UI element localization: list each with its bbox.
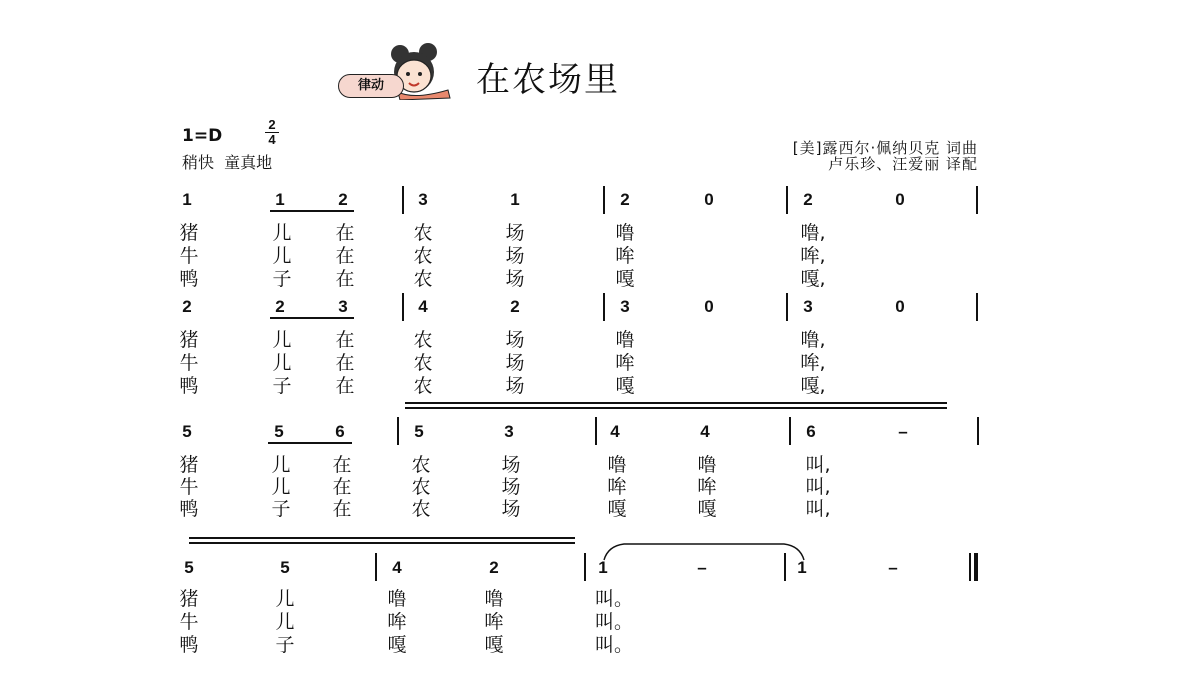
barline [375, 553, 377, 581]
tie-arc [598, 540, 810, 562]
barline [584, 553, 586, 581]
lyric: 噜 [607, 454, 627, 476]
note: 4 [700, 422, 710, 441]
lyric: 农 [413, 245, 433, 267]
lyric: 农 [411, 454, 431, 476]
lyric: 哞 [387, 611, 407, 633]
lyric: 农 [413, 268, 433, 290]
note: 2 [182, 297, 192, 316]
note: 2 [275, 297, 285, 316]
lyric: 子 [275, 634, 295, 656]
note: 1 [275, 190, 285, 209]
lyric: 哞 [615, 245, 635, 267]
lyric: 哞 [615, 352, 635, 374]
barline [786, 293, 788, 321]
note: 1 [797, 558, 807, 577]
lyric: 鸭 [179, 375, 199, 397]
barline [402, 293, 404, 321]
lyric: 儿 [271, 454, 291, 476]
lyric: 场 [505, 329, 525, 351]
lyric: 场 [505, 222, 525, 244]
lyric: 叫。 [594, 634, 633, 656]
lyric: 儿 [271, 476, 291, 498]
note: 4 [610, 422, 620, 441]
lyric: 叫。 [594, 588, 633, 610]
tempo-marking: 稍快 童真地 [182, 153, 273, 172]
barline [976, 186, 978, 214]
lyric: 在 [335, 375, 355, 397]
note: 5 [280, 558, 290, 577]
lyric: 嘎 [607, 498, 627, 520]
note: 2 [620, 190, 630, 209]
note: 1 [510, 190, 520, 209]
lyric: 子 [272, 268, 292, 290]
song-title: 在农场里 [476, 60, 620, 100]
note: 5 [414, 422, 424, 441]
divider-line [405, 402, 947, 404]
final-barline-thin [969, 553, 971, 581]
divider-line [189, 537, 575, 539]
lyric: 叫, [805, 454, 831, 476]
lyric: 噜 [697, 454, 717, 476]
note: 2 [510, 297, 520, 316]
note: 5 [274, 422, 284, 441]
rhythm-badge: 律动 [338, 74, 404, 98]
lyric: 在 [335, 352, 355, 374]
lyric: 哞 [697, 476, 717, 498]
note: 0 [704, 297, 714, 316]
lyric: 儿 [275, 611, 295, 633]
time-numerator: 2 [268, 117, 276, 132]
note: 0 [895, 297, 905, 316]
lyric: 场 [501, 454, 521, 476]
note: 1 [598, 558, 608, 577]
barline [595, 417, 597, 445]
note: 0 [895, 190, 905, 209]
barline [402, 186, 404, 214]
lyric: 儿 [272, 245, 292, 267]
lyric: 在 [332, 476, 352, 498]
note: 6 [335, 422, 345, 441]
note: 5 [182, 422, 192, 441]
note: 1 [182, 190, 192, 209]
lyric: 场 [505, 352, 525, 374]
lyric: 噜 [615, 222, 635, 244]
note: – [888, 558, 898, 577]
lyric: 牛 [179, 476, 199, 498]
lyric: 牛 [179, 611, 199, 633]
barline [603, 293, 605, 321]
lyric: 牛 [179, 245, 199, 267]
note: 3 [418, 190, 428, 209]
lyric: 鸭 [179, 268, 199, 290]
lyric: 场 [505, 245, 525, 267]
lyric: 场 [501, 476, 521, 498]
lyric: 哞, [800, 352, 826, 374]
eighth-underline [270, 317, 354, 319]
lyric: 子 [271, 498, 291, 520]
lyric: 哞 [484, 611, 504, 633]
lyric: 农 [411, 476, 431, 498]
lyric: 农 [413, 222, 433, 244]
lyric: 猪 [179, 329, 199, 351]
lyric: 子 [272, 375, 292, 397]
lyric: 嘎 [697, 498, 717, 520]
lyric: 在 [335, 245, 355, 267]
barline [786, 186, 788, 214]
lyric: 场 [501, 498, 521, 520]
barline [977, 417, 979, 445]
lyric: 在 [332, 498, 352, 520]
credit-translator: 卢乐珍、汪爱丽 译配 [828, 155, 978, 173]
lyric: 农 [411, 498, 431, 520]
note: 3 [620, 297, 630, 316]
lyric: 嘎 [615, 375, 635, 397]
lyric: 噜 [387, 588, 407, 610]
lyric: 场 [505, 268, 525, 290]
note: 4 [418, 297, 428, 316]
lyric: 叫。 [594, 611, 633, 633]
note: 2 [803, 190, 813, 209]
lyric: 儿 [275, 588, 295, 610]
barline [603, 186, 605, 214]
lyric: 猪 [179, 588, 199, 610]
lyric: 噜 [484, 588, 504, 610]
lyric: 嘎 [615, 268, 635, 290]
lyric: 鸭 [179, 498, 199, 520]
lyric: 噜 [615, 329, 635, 351]
lyric: 农 [413, 375, 433, 397]
note: 3 [338, 297, 348, 316]
note: 2 [489, 558, 499, 577]
lyric: 农 [413, 329, 433, 351]
lyric: 嘎, [800, 375, 826, 397]
eighth-underline [268, 442, 352, 444]
note: 3 [504, 422, 514, 441]
lyric: 场 [505, 375, 525, 397]
lyric: 嘎 [484, 634, 504, 656]
divider-line [189, 542, 575, 544]
lyric: 哞, [800, 245, 826, 267]
eighth-underline [270, 210, 354, 212]
lyric: 在 [335, 268, 355, 290]
lyric: 哞 [607, 476, 627, 498]
time-denominator: 4 [268, 132, 276, 147]
note: 0 [704, 190, 714, 209]
note: 4 [392, 558, 402, 577]
lyric: 噜, [800, 329, 826, 351]
lyric: 猪 [179, 222, 199, 244]
time-signature [262, 118, 282, 147]
lyric: 儿 [272, 329, 292, 351]
lyric: 猪 [179, 454, 199, 476]
lyric: 在 [335, 222, 355, 244]
lyric: 牛 [179, 352, 199, 374]
lyric: 农 [413, 352, 433, 374]
lyric: 鸭 [179, 634, 199, 656]
barline [976, 293, 978, 321]
lyric: 嘎, [800, 268, 826, 290]
barline [397, 417, 399, 445]
credit-composer: [美]露西尔·佩纳贝克 词曲 [792, 139, 978, 157]
divider-line [405, 407, 947, 409]
note: 6 [806, 422, 816, 441]
barline [789, 417, 791, 445]
lyric: 儿 [272, 222, 292, 244]
lyric: 在 [332, 454, 352, 476]
lyric: 叫, [805, 476, 831, 498]
lyric: 叫, [805, 498, 831, 520]
lyric: 在 [335, 329, 355, 351]
lyric: 噜, [800, 222, 826, 244]
note: 2 [338, 190, 348, 209]
final-barline-thick [974, 553, 978, 581]
note: 5 [184, 558, 194, 577]
note: – [697, 558, 707, 577]
key-signature: 1=D [182, 126, 223, 146]
note: 3 [803, 297, 813, 316]
note: – [898, 422, 908, 441]
lyric: 嘎 [387, 634, 407, 656]
lyric: 儿 [272, 352, 292, 374]
